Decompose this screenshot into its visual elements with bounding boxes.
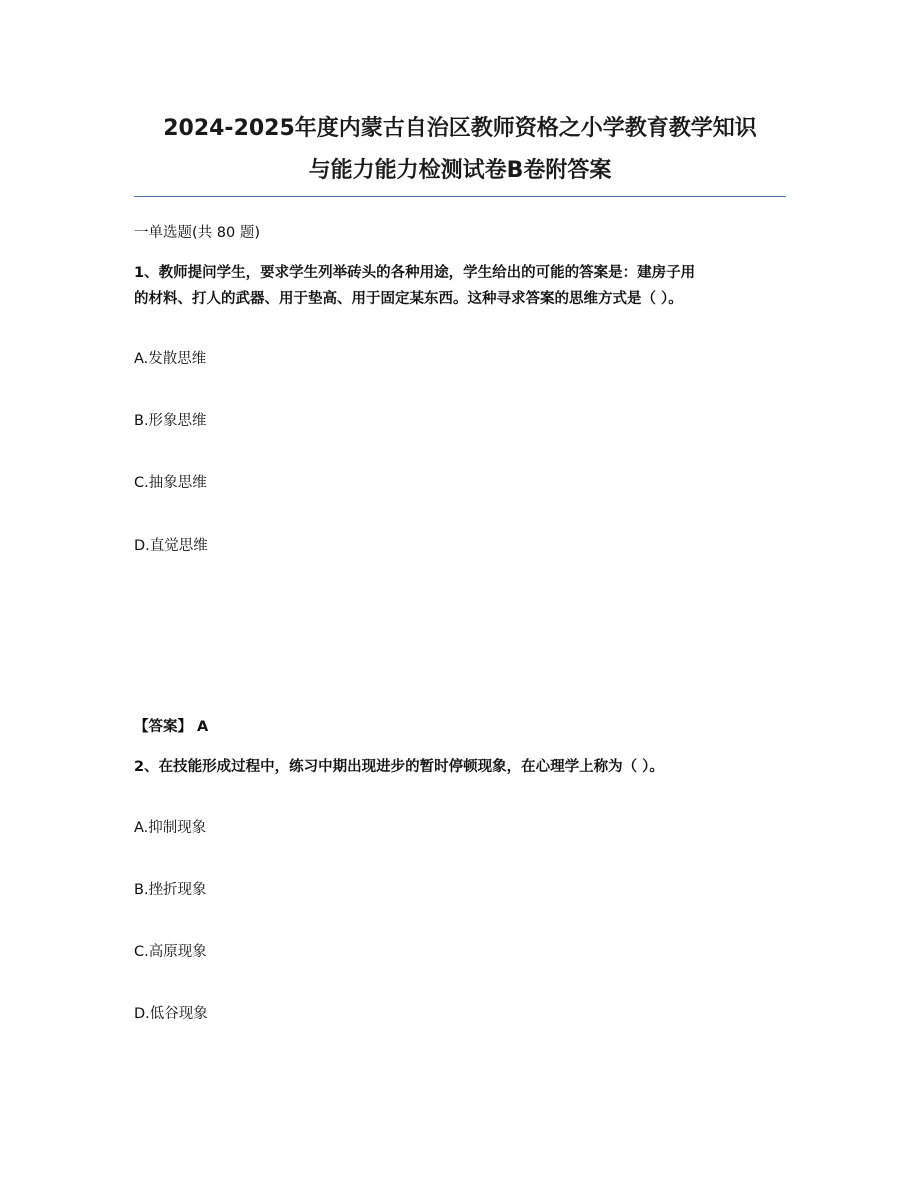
question-1-option-c: C.抽象思维 [134,475,207,491]
question-1-option-d: D.直觉思维 [134,538,208,554]
question-1-text-line-1: 1、教师提问学生，要求学生列举砖头的各种用途，学生给出的可能的答案是：建房子用 [134,265,696,281]
question-1-option-b: B.形象思维 [134,413,207,429]
question-1-option-a: A.发散思维 [134,351,207,367]
question-2-option-c: C.高原现象 [134,944,207,960]
question-1-text-line-2: 的材料、打人的武器、用于垫高、用于固定某东西。这种寻求答案的思维方式是（ ）。 [134,291,683,307]
question-2-option-b: B.挫折现象 [134,882,207,898]
document-title-line-1: 2024-2025年度内蒙古自治区教师资格之小学教育教学知识 [163,116,757,141]
question-2-option-d: D.低谷现象 [134,1006,208,1022]
question-2-option-a: A.抑制现象 [134,820,207,836]
question-1-answer: 【答案】 A [134,719,209,735]
section-heading: 一单选题(共 80 题) [134,225,260,241]
question-2-text: 2、在技能形成过程中，练习中期出现进步的暂时停顿现象，在心理学上称为（ ）。 [134,759,664,775]
title-divider [134,196,786,197]
document-title-line-2: 与能力能力检测试卷B卷附答案 [308,158,612,183]
